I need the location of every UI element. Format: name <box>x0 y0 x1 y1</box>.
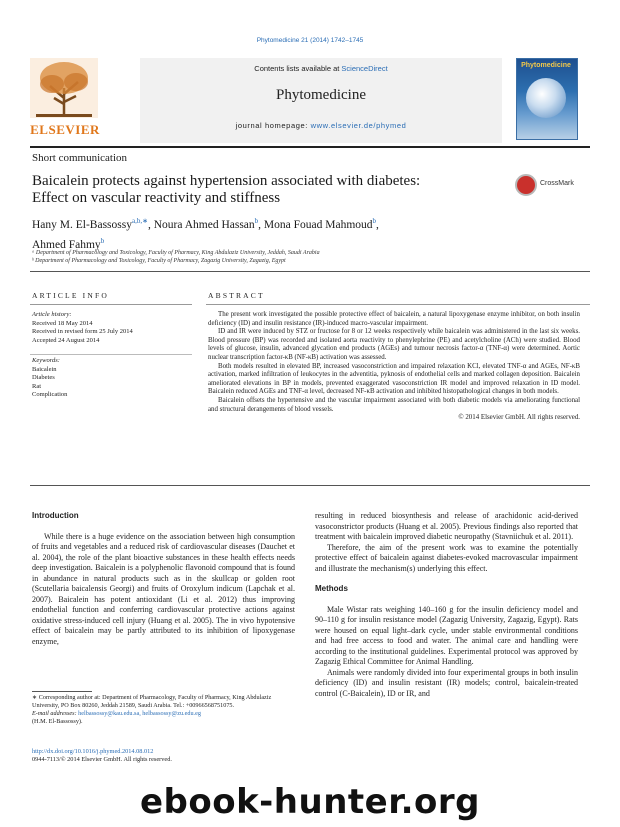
abstract-bottom-divider <box>30 485 590 486</box>
crossmark-icon[interactable] <box>515 174 537 196</box>
abstract-paragraph: Both models resulted in elevated BP, increased vasoconstriction and impaired relaxation KCl, elevated TNF-α and AGEs, NF-κB activation, marked infiltration of leukocytes in the adventitia, pyknosis of endothelial cells and marked collagen deposition. Baicalein ameliorated elevations in BP in models, prevented exaggerated vasoconstriction IR model and improved relaxation in ID model. Baicalein reduced AGEs and TNF-α level, decreased NF-κB activation and inhibited histopathological changes in both models. <box>208 362 580 396</box>
issn-line: 0944-7113/© 2014 Elsevier GmbH. All rights reserved. <box>32 756 172 764</box>
contents-prefix: Contents lists available at <box>254 64 342 73</box>
title-line-1: Baicalein protects against hypertension associated with diabetes: <box>32 173 421 189</box>
keywords-rule <box>30 354 192 355</box>
author-list: Hany M. El-Bassossy$^{a,b,∗}$, Noura Ahmed Hassan$^b$, Mona Fouad Mahmoud$^b$, Ahmed Fahmy$^b$ <box>32 217 379 251</box>
homepage-link[interactable]: www.elsevier.de/phymed <box>310 121 407 130</box>
section-type: Short communication <box>32 152 128 164</box>
affiliation-a: ᵃ Department of Pharmacology and Toxicology, Faculty of Pharmacy, King Abdulaziz University, Jeddah, Saudi Arabia <box>32 250 320 256</box>
abstract-paragraph: Baicalein offsets the hypertensive and the vascular impairment associated with both diabetic models via ameliorating functional and structural derangements of blood vessels. <box>208 396 580 413</box>
abstract-paragraph: The present work investigated the possible protective effect of baicalein, a natural lipoxygenase enzyme inhibitor, on both insulin deficiency (ID) and insulin resistance (IR)-induced macro-vascular impairment. <box>208 311 580 327</box>
journal-reference: Phytomedicine 21 (2014) 1742–1745 <box>256 37 364 44</box>
journal-name: Phytomedicine <box>276 87 366 103</box>
keyword: Baicalein <box>32 365 57 373</box>
body-column-left <box>32 511 295 647</box>
abstract-paragraph: ID and IR were induced by STZ or fructose for 8 or 12 weeks respectively while baicalein was administered in the last six weeks. Blood pressure (BP) was recorded and isolated aorta reactivity to phenylephrine (PE) and acetylcholine (ACh) were studied. Blood levels of glucose, insulin, advanced glycation end products (AGEs) and tumour necrosis factor-α (TNF-α) were determined. Aortic nuclear transcription factor-κB (NF-κB) activation was assessed. <box>208 328 580 361</box>
article-title <box>32 173 482 207</box>
body-paragraph: Therefore, the aim of the present work was to examine the potentially protective effect of baicalein against diabetes-evoked macrovascular impairment and illustrate the mechanism(s) underlying this effect. <box>315 542 578 573</box>
contents-line <box>140 64 502 73</box>
body-column-right <box>315 511 578 699</box>
body-paragraph: Animals were randomly divided into four experimental groups in both insulin deficiency (ID) and insulin resistant (IR) models; control, baicalein-treated control (C-Baicalein), ID or IR, and <box>315 667 578 698</box>
methods-heading: Methods <box>315 584 348 593</box>
author-affil-marker[interactable]: b <box>372 217 377 225</box>
email-links[interactable]: helbassossy@kau.edu.sa, helbassossy@zu.edu.eg <box>78 710 201 717</box>
abstract-heading: ABSTRACT <box>208 291 265 300</box>
history-item: Received 18 May 2014 <box>32 319 93 327</box>
abstract-text <box>208 311 580 423</box>
watermark-text: ebook-hunter.org <box>139 782 481 822</box>
article-history <box>32 311 192 345</box>
abstract-rule <box>206 304 590 305</box>
header-divider <box>30 146 590 148</box>
author-affil-marker[interactable]: b <box>254 217 259 225</box>
author-name: Mona Fouad Mahmoud <box>263 218 373 231</box>
article-info-heading: ARTICLE INFO <box>32 291 109 300</box>
article-info-rule <box>30 304 192 305</box>
history-label: Article history: <box>32 311 72 318</box>
introduction-heading: Introduction <box>32 511 79 520</box>
author-name: Hany M. El-Bassossy <box>32 218 132 231</box>
history-item: Accepted 24 August 2014 <box>32 336 100 344</box>
article-identifiers <box>32 748 295 764</box>
email-label: E-mail addresses: <box>32 710 77 717</box>
body-paragraph: resulting in reduced biosynthesis and release of arachidonic acid-derived vasoconstrictor products (Huang et al. 2005). Previous findings also reported that treatment with baicalein improved diabetic neuropathy (Stavniichuk et al. 2011). <box>315 511 578 541</box>
author-name: Noura Ahmed Hassan <box>153 218 255 231</box>
journal-homepage <box>140 121 502 130</box>
keyword: Complication <box>32 391 68 398</box>
affiliation-b: ᵇ Department of Pharmacology and Toxicology, Faculty of Pharmacy, Zagazig University, Zagazig, Egypt <box>32 258 286 264</box>
abstract-copyright: © 2014 Elsevier GmbH. All rights reserved. <box>458 414 580 422</box>
author-affil-marker[interactable]: a,b,∗ <box>132 217 148 225</box>
footnote <box>32 694 295 726</box>
keywords-label: Keywords: <box>32 357 60 364</box>
homepage-prefix: journal homepage: <box>235 121 311 130</box>
footnote-rule <box>32 691 92 692</box>
title-line-2: Effect on vascular reactivity and stiffness <box>32 190 281 206</box>
doi-link[interactable]: http://dx.doi.org/10.1016/j.phymed.2014.08.012 <box>32 748 154 755</box>
affiliation-divider <box>30 271 590 272</box>
crossmark-label[interactable]: CrossMark <box>540 180 574 187</box>
email-owner: (H.M. El-Bassossy). <box>32 718 83 725</box>
cover-artwork <box>526 78 566 118</box>
keywords <box>32 357 192 400</box>
body-paragraph: While there is a huge evidence on the association between high consumption of fruits and vegetables and a reduced risk of cardiovascular diseases (Dauchet et al. 2004), the role of the plant bioactive substances in these health effects needs deep investigation. Baicalein is a polyphenolic flavonoid compound that is found in abundance in natural products such as in the skullcap or golden root (Scutellaria baicalensis Georgi) and fruits of Oroxylum indicum (Lapchak et al. 2007). Baicalein has potent antioxidant (Li et al. 2012) thus improving endothelial function and conferring cardiovascular protective actions against oxidative stress-induced cell injury (Huang et al. 2005). The in vivo hypotensive effect of baicalein may be partly attributed to its inhibition of lipoxygenase enzyme, <box>32 531 295 646</box>
author-affil-marker[interactable]: b <box>100 236 105 245</box>
history-item: Received in revised form 25 July 2014 <box>32 328 133 335</box>
corresponding-author-note: ∗ Corresponding author at: Department of Pharmacology, Faculty of Pharmacy, King Abdulaziz University, PO Box 80260, Jeddah 21589, Saudi Arabia. Tel.: +00966568751075. <box>32 694 272 709</box>
keyword: Rat <box>32 382 42 390</box>
sciencedirect-link[interactable]: ScienceDirect <box>341 64 388 73</box>
cover-title: Phytomedicine <box>521 62 571 69</box>
keyword: Diabetes <box>32 374 55 381</box>
author-name: Ahmed Fahmy <box>32 238 101 251</box>
elsevier-wordmark: ELSEVIER <box>30 122 100 137</box>
body-paragraph: Male Wistar rats weighing 140–160 g for the insulin deficiency model and 90–110 g for insulin resistance model (Zagazig University, Zagazig, Egypt). Rats were housed on equal light–dark cycle, under stable environmental conditions and had free access to food and water. The animal care and handling were according to the institutional guidelines. Experimental protocol was approved by Zagazig Ethical Committee for Animal Handling. <box>315 604 578 666</box>
